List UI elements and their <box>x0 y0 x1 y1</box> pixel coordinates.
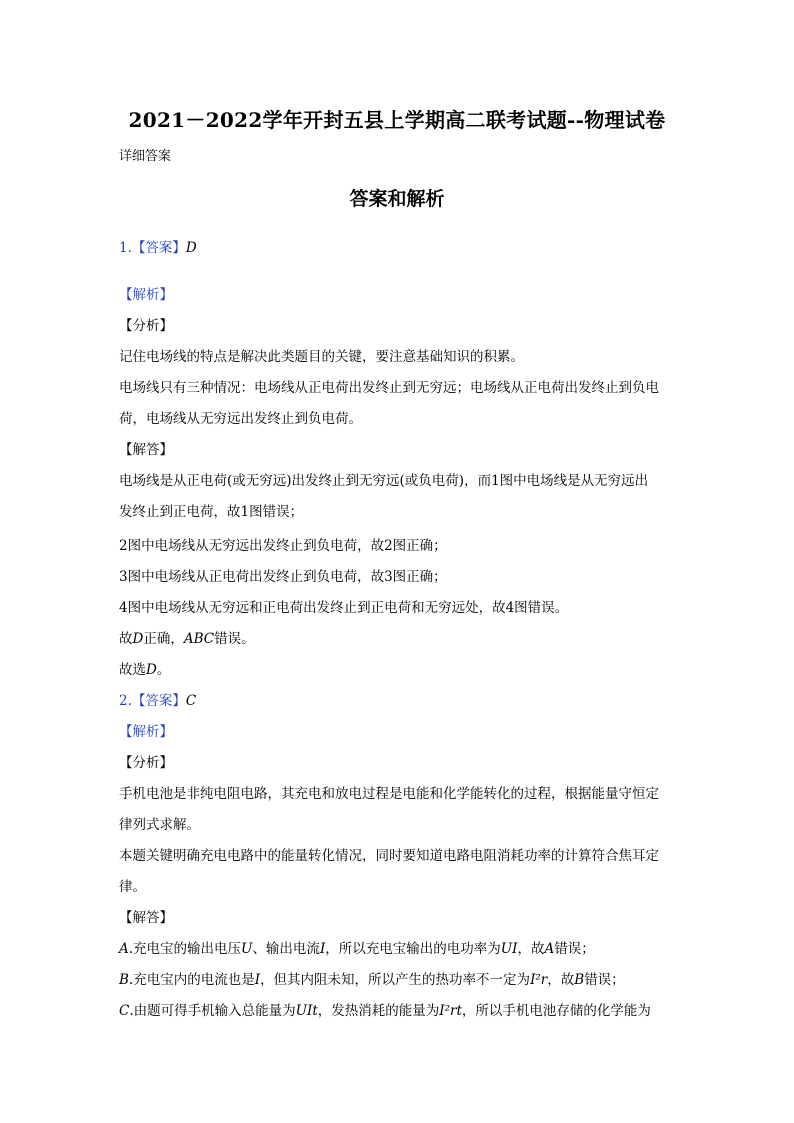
q1-answer-tag: 【答案】 <box>131 240 186 256</box>
q2-answer: C <box>185 693 197 709</box>
q1-conclusion-text: 正确， <box>143 631 184 647</box>
q2-option-c-line <box>119 1001 651 1021</box>
q2-text: 错误； <box>584 972 625 988</box>
q2-text: ，故 <box>517 941 545 957</box>
q2-formula: I²r <box>530 972 548 988</box>
q2-option-label: B <box>119 972 129 988</box>
q2-symbol: B <box>574 972 585 988</box>
q1-choose-line <box>119 660 170 680</box>
q2-symbol: I <box>319 941 326 957</box>
q2-text: ，发热消耗的能量为 <box>317 1003 440 1019</box>
q2-text: ，故 <box>547 972 575 988</box>
q1-jieda-line: 2图中电场线从无穷远出发终止到负电荷，故2图正确； <box>119 538 447 554</box>
q2-number: 2. <box>119 693 132 709</box>
q2-jieda-heading: 【解答】 <box>119 910 173 926</box>
q2-symbol: UI <box>500 941 518 957</box>
q2-text: 、输出电流 <box>252 941 320 957</box>
q2-option-b-line <box>119 970 625 990</box>
q2-text: 错误； <box>554 941 595 957</box>
q2-text: ，所以充电宝输出的电功率为 <box>325 941 501 957</box>
q2-fenxi-line: 手机电池是非纯电阻电路，其充电和放电过程是电能和化学能转化的过程，根据能量守恒定 <box>119 786 659 802</box>
q1-jiexi-heading: 【解析】 <box>119 287 173 303</box>
q2-option-label: A <box>119 941 129 957</box>
q1-conclusion-text: 故 <box>119 631 133 647</box>
q2-option-a-line <box>119 939 595 959</box>
q2-jiexi-heading: 【解析】 <box>119 724 173 740</box>
document-subtitle: 详细答案 <box>119 149 172 164</box>
q1-answer-line <box>119 238 197 258</box>
q2-text: .由题可得手机输入总能量为 <box>129 1003 296 1019</box>
q2-symbol: UIt <box>295 1003 318 1019</box>
q2-option-label: C <box>119 1003 130 1019</box>
q1-fenxi-line: 荷，电场线从无穷远出发终止到负电荷。 <box>119 411 362 427</box>
q1-fenxi-line: 电场线只有三种情况：电场线从正电荷出发终止到无穷远；电场线从正电荷出发终止到负电 <box>119 380 659 396</box>
q2-fenxi-line: 律。 <box>119 879 146 895</box>
section-title: 答案和解析 <box>349 188 445 210</box>
q1-jieda-line: 4图中电场线从无穷远和正电荷出发终止到正电荷和无穷远处，故4图错误。 <box>119 600 569 616</box>
q2-answer-line <box>119 691 196 711</box>
q1-choose-text: 故选 <box>119 662 146 678</box>
q1-jieda-line: 3图中电场线从正电荷出发终止到负电荷，故3图正确； <box>119 569 447 585</box>
q1-conclusion-line <box>119 629 255 649</box>
q1-choose-text: 。 <box>156 662 171 678</box>
q1-jieda-line: 发终止到正电荷，故1图错误； <box>119 504 304 520</box>
q1-jieda-line: 电场线是从正电荷(或无穷远)出发终止到无穷远(或负电荷)，而1图中电场线是从无穷远出 <box>119 473 649 489</box>
q1-conclusion-option: D <box>132 631 144 647</box>
q2-text: ，所以手机电池存储的化学能为 <box>461 1003 651 1019</box>
q1-conclusion-option: ABC <box>183 631 215 647</box>
q2-fenxi-line: 本题关键明确充电电路中的能量转化情况，同时要知道电路电阻消耗功率的计算符合焦耳定 <box>119 848 659 864</box>
q1-fenxi-heading: 【分析】 <box>119 318 173 334</box>
q1-choose-option: D <box>146 662 157 678</box>
q1-answer: D <box>185 240 197 256</box>
q2-symbol: A <box>544 941 555 957</box>
q2-symbol: U <box>241 941 253 957</box>
q1-jieda-heading: 【解答】 <box>119 442 173 458</box>
q2-fenxi-line: 律列式求解。 <box>119 817 200 833</box>
document-title: 2021－2022学年开封五县上学期高二联考试题--物理试卷 <box>128 108 666 132</box>
q2-symbol: I <box>254 972 261 988</box>
q2-text: ，但其内阻未知，所以产生的热功率不一定为 <box>260 972 531 988</box>
q2-fenxi-heading: 【分析】 <box>119 755 173 771</box>
q1-conclusion-text: 错误。 <box>214 631 255 647</box>
q2-text: .充电宝内的电流也是 <box>128 972 255 988</box>
q2-text: .充电宝的输出电压 <box>128 941 242 957</box>
q1-fenxi-line: 记住电场线的特点是解决此类题目的关键，要注意基础知识的积累。 <box>119 349 524 365</box>
q2-answer-tag: 【答案】 <box>131 693 186 709</box>
q2-formula: I²rt <box>439 1003 462 1019</box>
q1-number: 1. <box>119 240 132 256</box>
